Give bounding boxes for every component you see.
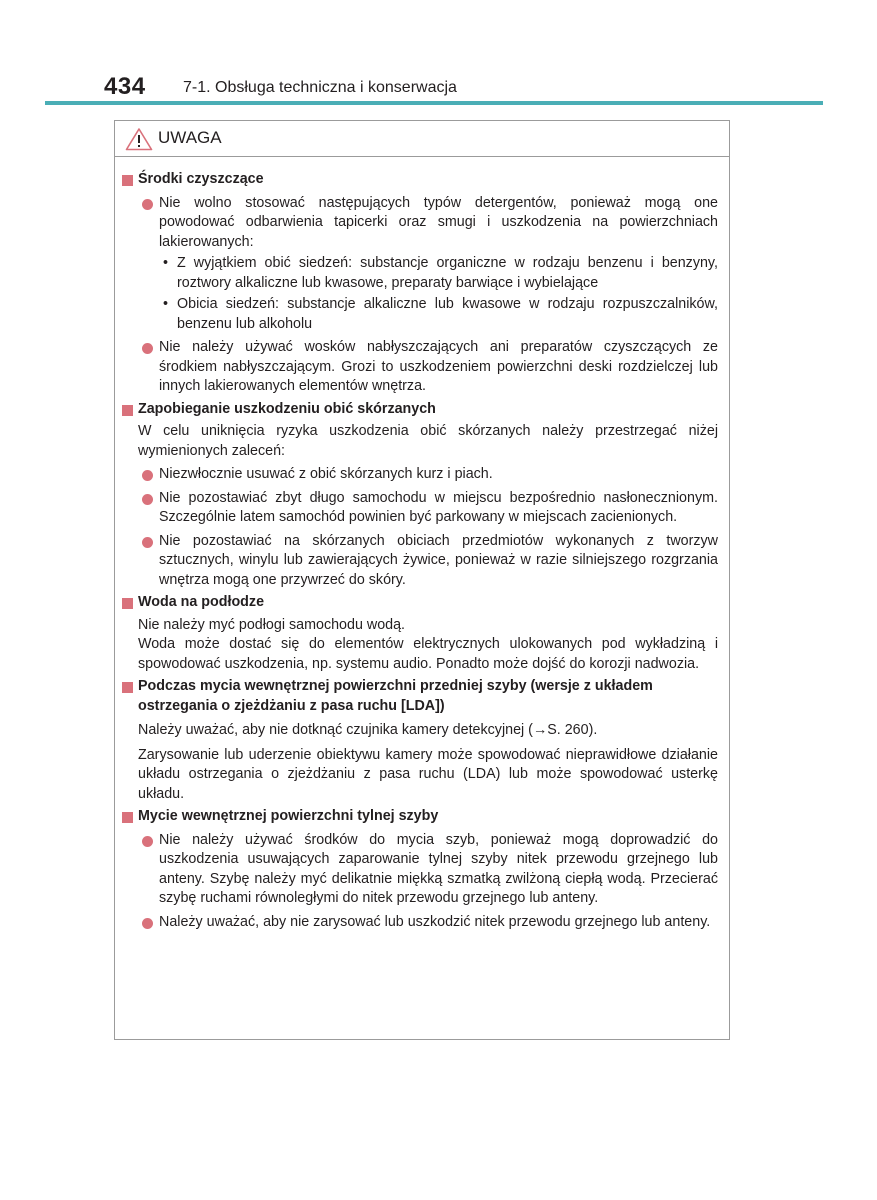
list-item	[122, 194, 718, 253]
circle-bullet-icon	[142, 199, 153, 210]
sub-list-item	[122, 295, 718, 334]
square-marker-icon	[122, 682, 133, 693]
circle-bullet-icon	[142, 836, 153, 847]
square-marker-icon	[122, 598, 133, 609]
heading-windshield-text: Podczas mycia wewnętrznej powierzchni przedniej szyby (wersje z układem ostrzegania o zjeżdżaniu z pasa ruchu [LDA])	[138, 678, 653, 714]
heading-leather	[122, 400, 718, 420]
list-item-text: Nie pozostawiać zbyt długo samochodu w miejscu bezpośrednio nasłonecznionym. Szczególnie latem samochód powinien być parkowany w miejscach zacienionych.	[159, 489, 718, 525]
dot-bullet-icon: •	[163, 296, 169, 312]
square-marker-icon	[122, 405, 133, 416]
list-item-text: Nie należy używać wosków nabłyszczających ani preparatów czyszczących ze środkiem nabłyszczającym. Grozi to uszkodzeniem powierzchni deski rozdzielczej lub innych lakierowanych elementów wnętrza.	[159, 339, 718, 394]
circle-bullet-icon	[142, 494, 153, 505]
paragraph: W celu uniknięcia ryzyka uszkodzenia obić skórzanych należy przestrzegać niżej wymienionych zaleceń:	[138, 423, 718, 459]
page-number: 434	[104, 73, 146, 100]
warning-label: UWAGA	[158, 128, 222, 147]
paragraph: Należy uważać, aby nie dotknąć czujnika kamery detekcyjnej (→S. 260).	[138, 722, 598, 738]
list-item	[122, 532, 718, 591]
list-item	[122, 338, 718, 397]
circle-bullet-icon	[142, 470, 153, 481]
section-title: 7-1. Obsługa techniczna i konserwacja	[183, 79, 457, 96]
heading-floor-text: Woda na podłodze	[138, 594, 265, 610]
dot-bullet-icon: •	[163, 255, 169, 271]
heading-leather-text: Zapobieganie uszkodzeniu obić skórzanych	[138, 400, 436, 417]
list-item-text: Nie wolno stosować następujących typów detergentów, ponieważ mogą one powodować odbarwienia tapicerki oraz smugi i uszkodzenia na powierzchniach lakierowanych:	[159, 194, 718, 250]
warning-triangle-icon	[125, 127, 153, 151]
sub-list-item-text: Obicia siedzeń: substancje alkaliczne lub kwasowe w rodzaju rozpuszczalników, benzenu lub alkoholu	[177, 296, 718, 332]
heading-cleaners	[122, 170, 718, 190]
list-item-text: Nie należy używać środków do mycia szyb, ponieważ mogą doprowadzić do uszkodzenia usuwających zaparowanie tylnej szyby nitek przewodu grzejnego lub anteny. Szybę należy myć delikatnie miękką szmatką zwilżoną ciepłą wodą. Przecierać szybę ruchami równoległymi do nitek przewodu grzejnego lub anteny.	[159, 831, 718, 906]
list-item	[122, 831, 718, 909]
warning-box	[114, 120, 730, 1040]
heading-floor	[122, 593, 718, 613]
square-marker-icon	[122, 812, 133, 823]
heading-rear-window-text: Mycie wewnętrznej powierzchni tylnej szyby	[138, 808, 439, 824]
warning-content	[122, 167, 718, 932]
square-marker-icon	[122, 175, 133, 186]
circle-bullet-icon	[142, 918, 153, 929]
heading-rear-window	[122, 807, 718, 827]
header-rule	[45, 101, 823, 105]
circle-bullet-icon	[142, 343, 153, 354]
list-item-text: Należy uważać, aby nie zarysować lub uszkodzić nitek przewodu grzejnego lub anteny.	[159, 913, 711, 930]
list-item	[122, 913, 718, 933]
heading-windshield	[122, 677, 718, 716]
list-item-text: Niezwłocznie usuwać z obić skórzanych kurz i piach.	[159, 466, 493, 482]
list-item-text: Nie pozostawiać na skórzanych obiciach przedmiotów wykonanych z tworzyw sztucznych, winylu lub zawierających żywice, ponieważ w razie silniejszego rozgrzania wnętrza mogą one przywrzeć do skóry.	[159, 532, 718, 588]
list-item	[122, 489, 718, 528]
list-item	[122, 465, 718, 485]
paragraph: Woda może dostać się do elementów elektrycznych ulokowanych pod wykładziną i spowodować uszkodzenia, np. systemu audio. Ponadto może dojść do korozji nadwozia.	[138, 636, 718, 672]
heading-cleaners-text: Środki czyszczące	[138, 171, 264, 187]
warning-header	[115, 121, 729, 157]
sub-list-item-text: Z wyjątkiem obić siedzeń: substancje organiczne w rodzaju benzenu i benzyny, roztwory alkaliczne lub kwasowe, preparaty barwiące i wybielające	[177, 255, 718, 291]
circle-bullet-icon	[142, 537, 153, 548]
paragraph: Zarysowanie lub uderzenie obiektywu kamery może spowodować nieprawidłowe działanie układu ostrzegania o zjeżdżaniu z pasa ruchu (LDA) lub może spowodować usterkę układu.	[138, 746, 718, 802]
paragraph: Nie należy myć podłogi samochodu wodą.	[138, 616, 406, 633]
sub-list-item	[122, 254, 718, 293]
